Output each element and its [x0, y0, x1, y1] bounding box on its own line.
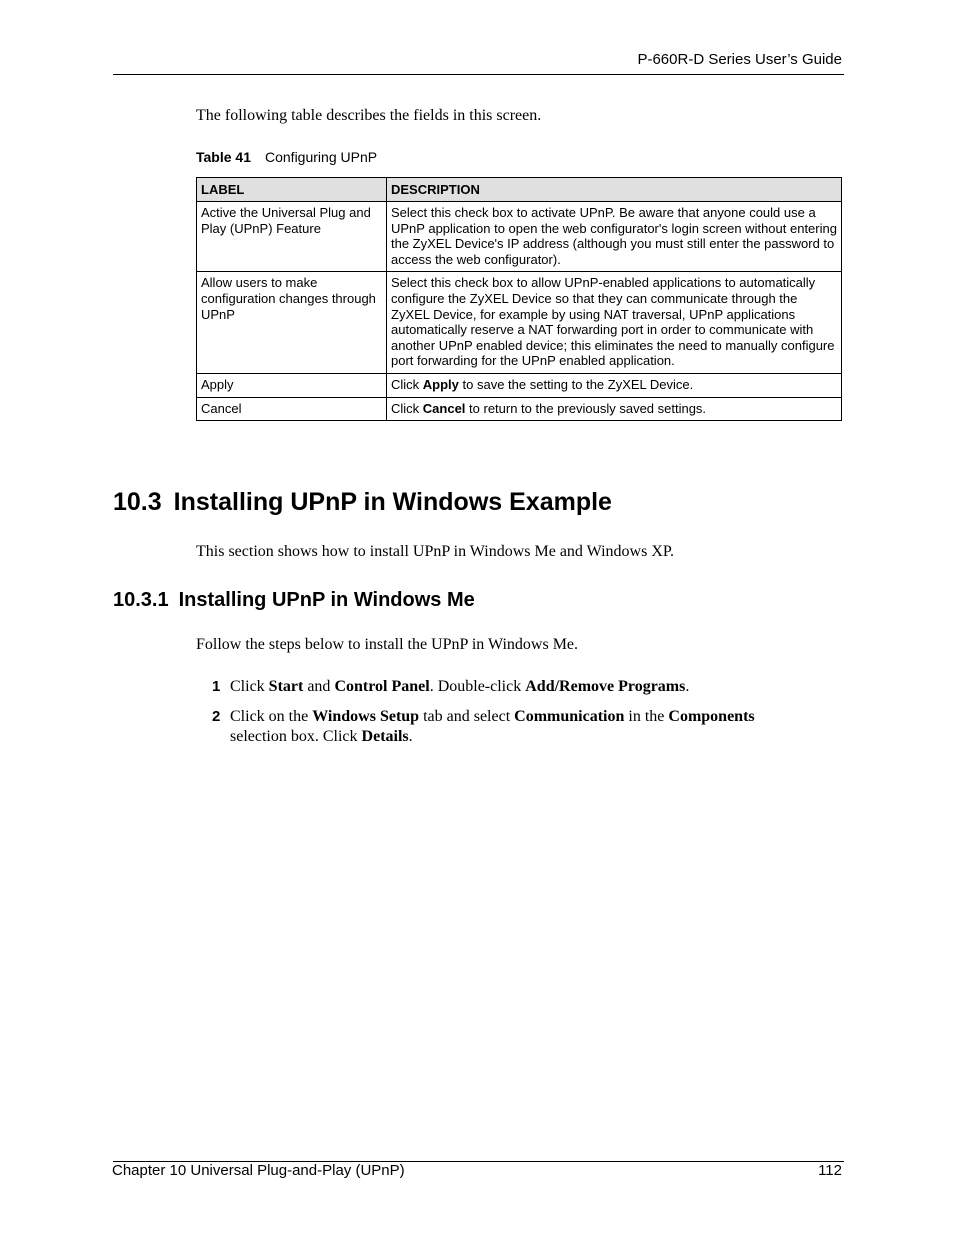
fields-table: [196, 177, 842, 421]
running-header-title: P-660R-D Series User’s Guide: [637, 51, 842, 68]
step-number: 2: [212, 708, 221, 725]
section-heading: [113, 488, 612, 517]
desc-bold: Apply: [422, 376, 459, 392]
subsection-title: Installing UPnP in Windows Me: [178, 589, 475, 611]
step-text: Click Start and Control Panel. Double-click Add/Remove Programs.: [230, 678, 690, 695]
table-header-row: [197, 178, 842, 202]
column-header-label: LABEL: [197, 178, 387, 202]
footer-page-number: 112: [818, 1162, 842, 1179]
row-description: Select this check box to allow UPnP-enabled applications to automatically configure the ZyXEL Device so that they can communicate through the ZyXEL Device, for example by using NAT traversal, UPnP applications automatically reserve a NAT forwarding port in order to communicate with another UPnP enabled device; this eliminates the need to manually configure port forwarding for the UPnP enabled application.: [387, 272, 842, 374]
header-rule: [113, 74, 844, 75]
section-number: 10.3: [113, 488, 162, 516]
table-row: [197, 202, 842, 272]
intro-paragraph: The following table describes the fields in this screen.: [196, 107, 542, 124]
step-item: [212, 707, 812, 747]
row-label: Allow users to make configuration changes through UPnP: [197, 272, 387, 374]
desc-bold: Cancel: [422, 400, 466, 416]
desc-text: to return to the previously saved settings.: [465, 400, 707, 416]
table-caption: [196, 149, 377, 165]
desc-text: Click: [391, 400, 423, 416]
table-caption-text: Configuring UPnP: [265, 149, 378, 165]
subsection-number: 10.3.1: [113, 589, 169, 611]
section-title: Installing UPnP in Windows Example: [173, 488, 612, 516]
desc-text: to save the setting to the ZyXEL Device.: [458, 376, 694, 392]
section-paragraph: This section shows how to install UPnP in Windows Me and Windows XP.: [196, 543, 674, 560]
column-header-description: DESCRIPTION: [387, 178, 842, 202]
table-row: [197, 397, 842, 421]
table-caption-number: Table 41: [196, 149, 251, 165]
table-row: [197, 272, 842, 374]
step-number: 1: [212, 678, 221, 695]
subsection-paragraph: Follow the steps below to install the UPnP in Windows Me.: [196, 636, 579, 653]
row-label: Active the Universal Plug and Play (UPnP) Feature: [197, 202, 387, 272]
row-description: [387, 373, 842, 397]
row-description: [387, 397, 842, 421]
row-label: Apply: [197, 373, 387, 397]
footer-chapter: Chapter 10 Universal Plug-and-Play (UPnP): [112, 1162, 405, 1179]
table-row: [197, 373, 842, 397]
desc-text: Click: [391, 376, 423, 392]
step-item: [212, 677, 812, 697]
row-description: Select this check box to activate UPnP. Be aware that anyone could use a UPnP application to open the web configurator's login screen without entering the ZyXEL Device's IP address (although you must still enter the password to access the web configurator).: [387, 202, 842, 272]
row-label: Cancel: [197, 397, 387, 421]
subsection-heading: [113, 589, 475, 612]
step-text: Click on the Windows Setup tab and select Communication in the Components selection box. Click Details.: [230, 708, 755, 745]
